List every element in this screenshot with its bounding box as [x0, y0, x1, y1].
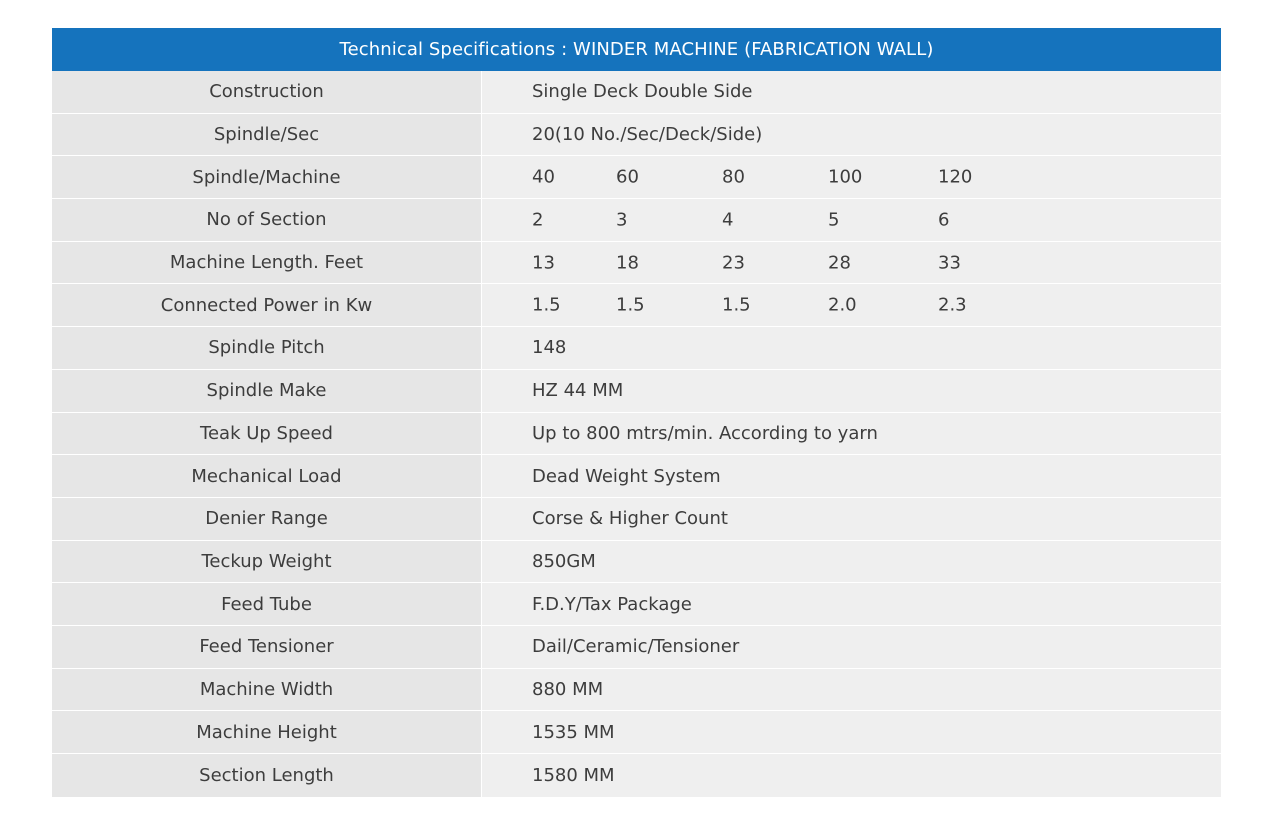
table-row	[52, 541, 1221, 584]
row-value: Dail/Ceramic/Tensioner	[482, 626, 1221, 668]
table-row	[52, 498, 1221, 541]
row-value: 20(10 No./Sec/Deck/Side)	[482, 114, 1221, 156]
row-label: Mechanical Load	[52, 455, 482, 497]
row-label: Spindle/Machine	[52, 156, 482, 198]
row-label: Construction	[52, 71, 482, 113]
table-row	[52, 199, 1221, 242]
table-row	[52, 71, 1221, 114]
table-row	[52, 711, 1221, 754]
table-row	[52, 413, 1221, 456]
row-values	[482, 284, 1221, 326]
row-value-item: 23	[722, 252, 745, 274]
row-label: Spindle/Sec	[52, 114, 482, 156]
row-value-item: 120	[938, 166, 973, 188]
row-label: Machine Length. Feet	[52, 242, 482, 284]
row-label: Teak Up Speed	[52, 413, 482, 455]
row-label: Spindle Make	[52, 370, 482, 412]
row-label: Section Length	[52, 754, 482, 797]
row-label: Connected Power in Kw	[52, 284, 482, 326]
row-value-item: 100	[828, 166, 863, 188]
row-value: 880 MM	[482, 669, 1221, 711]
row-values	[482, 199, 1221, 241]
row-value-item: 40	[532, 166, 555, 188]
row-value: Single Deck Double Side	[482, 71, 1221, 113]
row-value-item: 5	[828, 209, 840, 231]
row-value-item: 18	[616, 252, 639, 274]
row-label: Spindle Pitch	[52, 327, 482, 369]
row-value-item: 1.5	[616, 294, 645, 316]
row-label: Feed Tube	[52, 583, 482, 625]
table-row	[52, 156, 1221, 199]
row-value-item: 2.3	[938, 294, 967, 316]
table-row	[52, 669, 1221, 712]
table-row	[52, 626, 1221, 669]
table-row	[52, 583, 1221, 626]
row-label: No of Section	[52, 199, 482, 241]
row-value-item: 6	[938, 209, 950, 231]
row-value: Corse & Higher Count	[482, 498, 1221, 540]
row-value: 1580 MM	[482, 754, 1221, 797]
table-row	[52, 370, 1221, 413]
row-value-item: 3	[616, 209, 628, 231]
row-value: F.D.Y/Tax Package	[482, 583, 1221, 625]
row-label: Denier Range	[52, 498, 482, 540]
table-row	[52, 114, 1221, 157]
table-row	[52, 455, 1221, 498]
table-row	[52, 754, 1221, 797]
row-value: 850GM	[482, 541, 1221, 583]
row-value-item: 2.0	[828, 294, 857, 316]
row-value-item: 13	[532, 252, 555, 274]
row-value-item: 28	[828, 252, 851, 274]
row-label: Teckup Weight	[52, 541, 482, 583]
row-value-item: 80	[722, 166, 745, 188]
row-value: HZ 44 MM	[482, 370, 1221, 412]
row-value: Dead Weight System	[482, 455, 1221, 497]
row-value-item: 1.5	[532, 294, 561, 316]
table-row	[52, 327, 1221, 370]
row-value-item: 33	[938, 252, 961, 274]
table-row	[52, 242, 1221, 285]
row-values	[482, 156, 1221, 198]
row-value-item: 4	[722, 209, 734, 231]
row-label: Machine Height	[52, 711, 482, 753]
row-value-item: 60	[616, 166, 639, 188]
row-value-item: 1.5	[722, 294, 751, 316]
row-value-item: 2	[532, 209, 544, 231]
row-value: 148	[482, 327, 1221, 369]
table-row	[52, 284, 1221, 327]
row-value: 1535 MM	[482, 711, 1221, 753]
row-label: Machine Width	[52, 669, 482, 711]
row-values	[482, 242, 1221, 284]
row-value: Up to 800 mtrs/min. According to yarn	[482, 413, 1221, 455]
spec-table	[52, 28, 1221, 797]
row-label: Feed Tensioner	[52, 626, 482, 668]
table-title: Technical Specifications : WINDER MACHINE (FABRICATION WALL)	[52, 28, 1221, 71]
